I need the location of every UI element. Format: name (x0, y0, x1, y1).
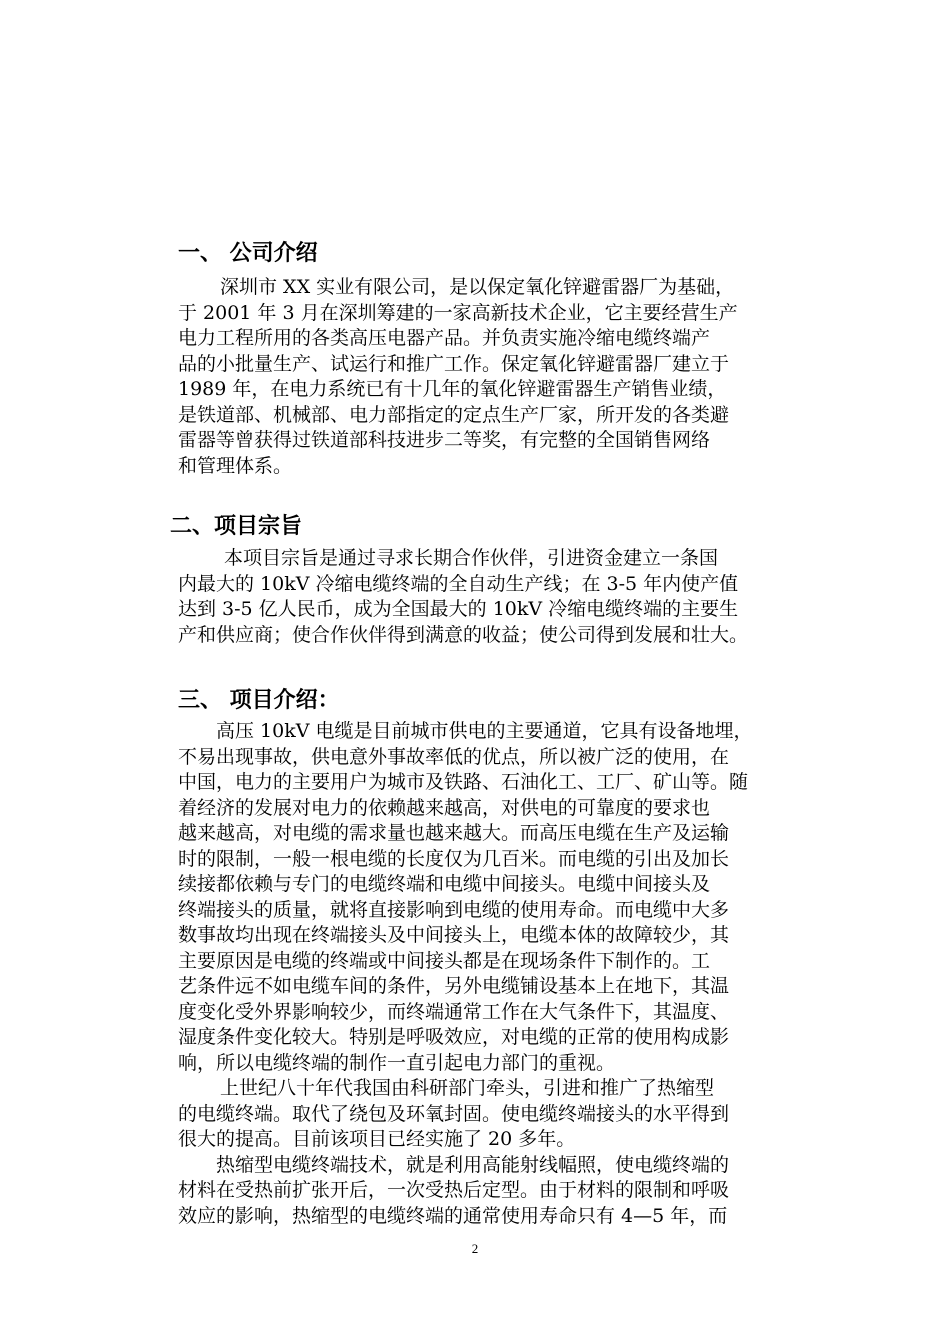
section-1-paragraph-1 (178, 275, 738, 479)
text-line: 高压 10kV 电缆是目前城市供电的主要通道，它具有设备地埋， (216, 720, 753, 742)
text-line: 湿度条件变化较大。特别是呼吸效应，对电缆的正常的使用构成影 (178, 1026, 730, 1048)
text-line: 响，所以电缆终端的制作一直引起电力部门的重视。 (178, 1051, 616, 1074)
text-line: 材料在受热前扩张开后，一次受热后定型。由于材料的限制和呼吸 (178, 1179, 730, 1201)
text-line: 不易出现事故，供电意外事故率低的优点，所以被广泛的使用，在 (178, 745, 730, 768)
text-line: 很大的提高。目前该项目已经实施了 20 多年。 (178, 1128, 576, 1150)
text-line: 中国，电力的主要用户为城市及铁路、石油化工、工厂、矿山等。随 (178, 771, 749, 793)
text-line: 时的限制，一般一根电缆的长度仅为几百米。而电缆的引出及加长 (178, 847, 730, 870)
text-line: 度变化受外界影响较少，而终端通常工作在大气条件下，其温度、 (178, 1000, 730, 1023)
text-line: 内最大的 10kV 冷缩电缆终端的全自动生产线；在 3-5 年内使产值 (178, 572, 739, 595)
text-line: 的电缆终端。取代了绕包及环氧封固。使电缆终端接头的水平得到 (178, 1102, 730, 1125)
section-2-paragraph-1 (178, 546, 748, 648)
text-line: 越来越高，对电缆的需求量也越来越大。而高压电缆在生产及运输 (178, 822, 730, 844)
text-line: 续接都依赖与专门的电缆终端和电缆中间接头。电缆中间接头及 (178, 873, 711, 895)
text-line: 是铁道部、机械部、电力部指定的定点生产厂家，所开发的各类避 (178, 403, 730, 426)
text-line: 热缩型电缆终端技术，就是利用高能射线幅照，使电缆终端的 (216, 1153, 730, 1176)
page-number: 2 (471, 1241, 479, 1256)
text-line: 艺条件远不如电缆车间的条件，另外电缆铺设基本上在地下，其温 (178, 975, 730, 997)
text-line: 品的小批量生产、试运行和推广工作。保定氧化锌避雷器厂建立于 (178, 352, 730, 375)
text-line: 产和供应商；使合作伙伴得到满意的收益；使公司得到发展和壮大。 (178, 623, 749, 646)
section-3-paragraph-1 (178, 719, 753, 1229)
text-line: 1989 年，在电力系统已有十几年的氧化锌避雷器生产销售业绩， (178, 378, 727, 400)
section-3-heading: 三、 项目介绍： (178, 688, 340, 713)
text-line: 上世纪八十年代我国由科研部门牵头，引进和推广了热缩型 (220, 1077, 715, 1099)
text-line: 雷器等曾获得过铁道部科技进步二等奖，有完整的全国销售网络 (178, 429, 711, 451)
section-1-heading: 一、 公司介绍 (178, 241, 318, 266)
text-line: 和管理体系。 (178, 454, 293, 477)
text-line: 达到 3-5 亿人民币，成为全国最大的 10kV 冷缩电缆终端的主要生 (178, 598, 739, 620)
section-2-heading: 二、项目宗旨 (170, 514, 303, 539)
text-line: 于 2001 年 3 月在深圳筹建的一家高新技术企业，它主要经营生产 (178, 301, 738, 324)
text-line: 电力工程所用的各类高压电器产品。并负责实施冷缩电缆终端产 (178, 327, 711, 349)
text-line: 本项目宗旨是通过寻求长期合作伙伴，引进资金建立一条国 (224, 547, 719, 569)
text-line: 效应的影响，热缩型的电缆终端的通常使用寿命只有 4—5 年，而 (178, 1204, 728, 1227)
text-line: 着经济的发展对电力的依赖越来越高，对供电的可靠度的要求也 (178, 796, 711, 819)
text-line: 数事故均出现在终端接头及中间接头上，电缆本体的故障较少，其 (178, 924, 730, 946)
text-line: 终端接头的质量，就将直接影响到电缆的使用寿命。而电缆中大多 (178, 898, 730, 921)
text-line: 主要原因是电缆的终端或中间接头都是在现场条件下制作的。工 (178, 949, 711, 972)
text-line: 深圳市 XX 实业有限公司，是以保定氧化锌避雷器厂为基础， (220, 276, 735, 298)
